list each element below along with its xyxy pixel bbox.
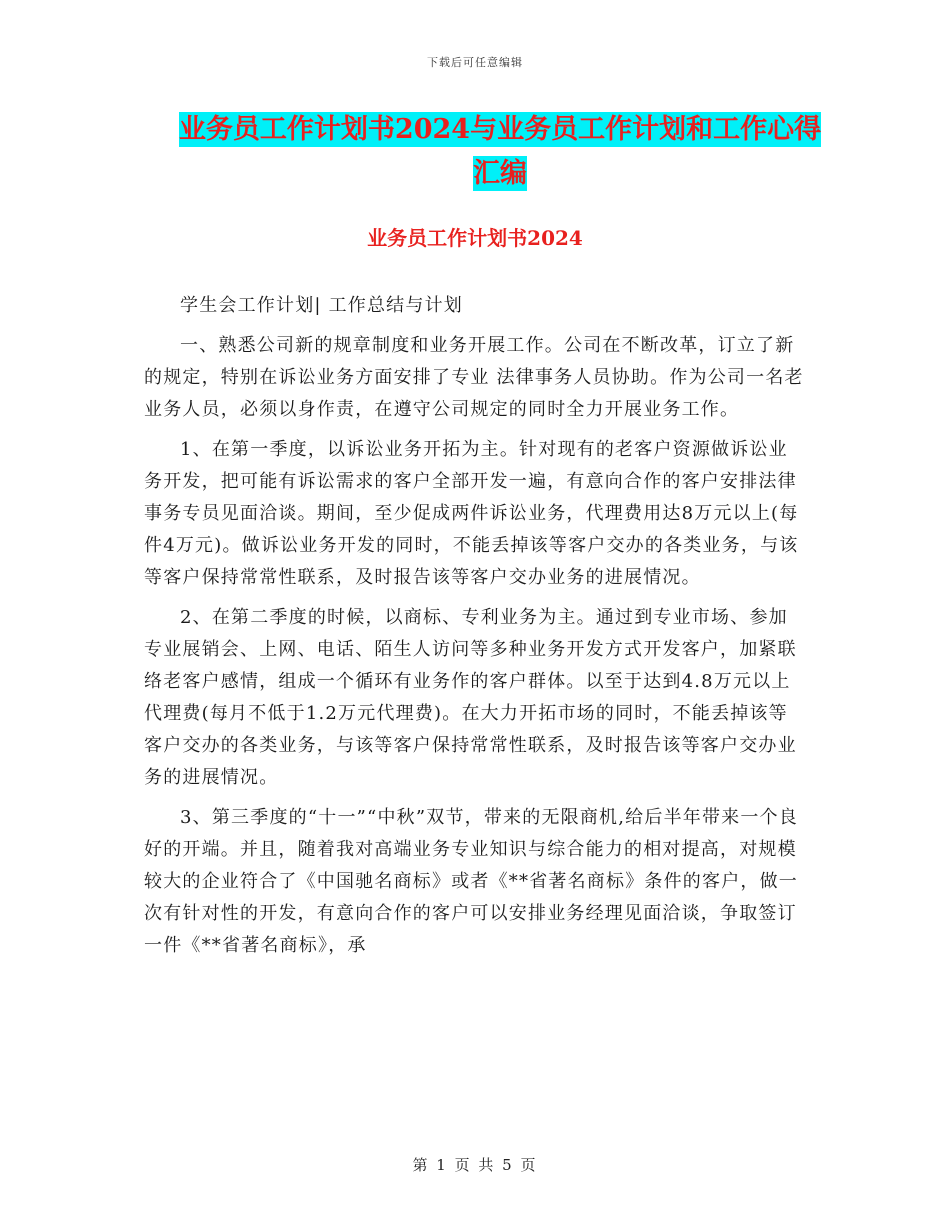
document-title-line-2: 汇编 — [473, 158, 527, 189]
paragraph-3: 2、在第二季度的时候，以商标、专利业务为主。通过到专业市场、参加专业展销会、上网、电话、陌生人访问等多种业务开发方式开发客户，加紧联络老客户感情，组成一个循环有业务作的客户群体。以至于达到4.8万元以上代理费(每月不低于1.2万元代理费)。在大力开拓市场的同时，不能丢掉该等客户交办的各类业务，与该等客户保持常常性联系，及时报告该等客户交办业务的进展情况。 — [144, 607, 797, 788]
paragraph-4: 3、第三季度的“十一”“中秋”双节，带来的无限商机,给后半年带来一个良好的开端。并且，随着我对高端业务专业知识与综合能力的相对提高，对规模较大的企业符合了《中国驰名商标》或者《**省著名商标》条件的客户，做一次有针对性的开发，有意向合作的客户可以安排业务经理见面洽谈，争取签订一件《**省著名商标》，承 — [144, 807, 798, 956]
document-title-line-1: 业务员工作计划书2024与业务员工作计划和工作心得 — [178, 114, 822, 145]
paragraph-2: 1、在第一季度，以诉讼业务开拓为主。针对现有的老客户资源做诉讼业务开发，把可能有诉讼需求的客户全部开发一遍，有意向合作的客户安排法律事务专员见面洽谈。期间，至少促成两件诉讼业务，代理费用达8万元以上(每件4万元)。做诉讼业务开发的同时，不能丢掉该等客户交办的各类业务，与该等客户保持常常性联系，及时报告该等客户交办业务的进展情况。 — [144, 439, 799, 588]
page-number: 第 1 页 共 5 页 — [412, 1156, 538, 1174]
document-title — [140, 108, 860, 196]
header-note: 下载后可任意编辑 — [427, 56, 523, 69]
section-title: 业务员工作计划书2024 — [367, 226, 583, 250]
document-body — [144, 290, 804, 970]
paragraph-1: 一、熟悉公司新的规章制度和业务开展工作。公司在不断改革，订立了新的规定，特别在诉讼业务方面安排了专业 法律事务人员协助。作为公司一名老业务人员，必须以身作责，在遵守公司规定的同时全力开展业务工作。 — [144, 335, 804, 420]
paragraph-subtitle: 学生会工作计划| 工作总结与计划 — [180, 295, 463, 316]
